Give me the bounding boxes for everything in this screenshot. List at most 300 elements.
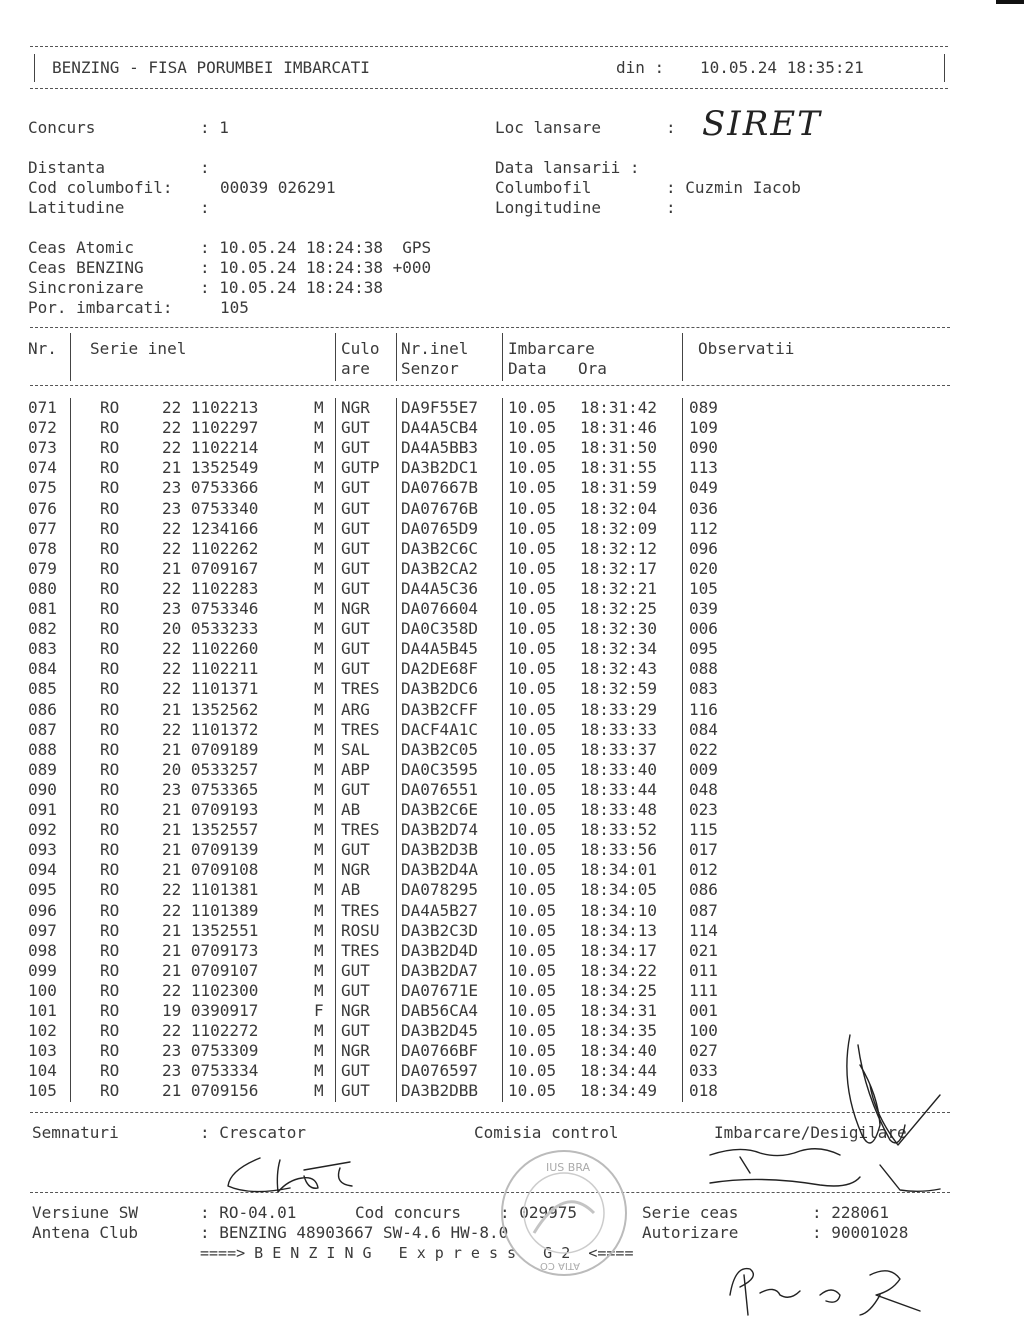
cell-country: RO: [100, 578, 120, 598]
cell-country: RO: [100, 478, 120, 498]
cell-country: RO: [100, 820, 120, 840]
cell-ora: 18:32:21: [580, 578, 658, 598]
cell-serie-inel: 22 1101389: [162, 900, 259, 920]
autorizare-value: : 90001028: [812, 1223, 909, 1242]
versiune-sw-value: : RO-04.01: [200, 1203, 297, 1222]
cell-data: 10.05: [508, 880, 557, 900]
cell-nr: 085: [28, 679, 57, 699]
cell-sex: M: [314, 1021, 324, 1041]
concurs-label: Concurs: [28, 118, 96, 137]
distanta-value: :: [200, 158, 210, 177]
cell-data: 10.05: [508, 759, 557, 779]
cell-ora: 18:32:59: [580, 679, 658, 699]
cell-nr-inel-senzor: DA0765D9: [401, 518, 479, 538]
cell-ora: 18:34:35: [580, 1021, 658, 1041]
cod-columbofil-value: 00039 026291: [220, 178, 336, 197]
cell-culoare: ABP: [341, 759, 370, 779]
latitudine-value: :: [200, 198, 210, 217]
cell-sex: M: [314, 920, 324, 940]
cell-ora: 18:34:22: [580, 960, 658, 980]
cell-sex: M: [314, 478, 324, 498]
cell-observatii: 100: [689, 1021, 718, 1041]
cell-nr-inel-senzor: DA3B2CFF: [401, 699, 479, 719]
cell-sex: M: [314, 699, 324, 719]
cell-data: 10.05: [508, 699, 557, 719]
cell-nr: 094: [28, 860, 57, 880]
cell-serie-inel: 22 1102213: [162, 398, 259, 417]
cell-observatii: 114: [689, 920, 718, 940]
cell-sex: M: [314, 418, 324, 438]
cell-sex: M: [314, 498, 324, 518]
cell-nr: 087: [28, 719, 57, 739]
cell-country: RO: [100, 438, 120, 458]
cell-ora: 18:34:44: [580, 1061, 658, 1081]
cell-country: RO: [100, 619, 120, 639]
cell-culoare: GUT: [341, 578, 370, 598]
cell-serie-inel: 20 0533257: [162, 759, 259, 779]
cell-observatii: 039: [689, 599, 718, 618]
cell-serie-inel: 22 1102300: [162, 980, 259, 1000]
cell-culoare: GUT: [341, 980, 370, 1000]
cell-nr-inel-senzor: DA3B2D74: [401, 820, 479, 840]
cell-observatii: 112: [689, 518, 718, 538]
table-row: [0, 700, 1024, 720]
cell-ora: 18:33:37: [580, 739, 658, 759]
cell-nr: 098: [28, 940, 57, 960]
col-header-nr-inel-2: Senzor: [401, 359, 459, 378]
cell-ora: 18:33:56: [580, 840, 658, 860]
cell-culoare: GUT: [341, 960, 370, 980]
cell-culoare: GUT: [341, 478, 370, 498]
cell-data: 10.05: [508, 980, 557, 1000]
cell-ora: 18:32:12: [580, 538, 658, 558]
table-row: [0, 961, 1024, 981]
cell-country: RO: [100, 920, 120, 940]
cell-nr: 105: [28, 1081, 57, 1101]
cell-nr: 093: [28, 840, 57, 860]
cell-sex: M: [314, 880, 324, 900]
cell-country: RO: [100, 719, 120, 739]
cell-nr-inel-senzor: DA0766BF: [401, 1041, 479, 1061]
cell-data: 10.05: [508, 478, 557, 498]
cell-serie-inel: 23 0753365: [162, 779, 259, 799]
document-title: BENZING - FISA PORUMBEI IMBARCATI: [52, 58, 370, 77]
table-row: [0, 539, 1024, 559]
cell-nr-inel-senzor: DA3B2D45: [401, 1021, 479, 1041]
cell-sex: M: [314, 800, 324, 819]
cell-observatii: 113: [689, 458, 718, 478]
cell-data: 10.05: [508, 398, 557, 417]
cell-data: 10.05: [508, 458, 557, 478]
cell-ora: 18:34:05: [580, 880, 658, 900]
cell-sex: M: [314, 398, 324, 417]
cell-nr-inel-senzor: DA9F55E7: [401, 398, 479, 417]
cell-data: 10.05: [508, 639, 557, 659]
cell-data: 10.05: [508, 719, 557, 739]
cell-nr-inel-senzor: DA3B2D4D: [401, 940, 479, 960]
cell-observatii: 083: [689, 679, 718, 699]
cell-sex: M: [314, 860, 324, 880]
cell-culoare: GUT: [341, 518, 370, 538]
cell-observatii: 109: [689, 418, 718, 438]
cell-nr-inel-senzor: DA3B2DBB: [401, 1081, 479, 1101]
cell-sex: M: [314, 438, 324, 458]
cell-data: 10.05: [508, 518, 557, 538]
cell-nr-inel-senzor: DA07667B: [401, 478, 479, 498]
cell-country: RO: [100, 699, 120, 719]
cell-nr: 073: [28, 438, 57, 458]
cell-sex: M: [314, 538, 324, 558]
cell-serie-inel: 22 1102272: [162, 1021, 259, 1041]
cell-culoare: AB: [341, 880, 361, 900]
semnaturi-label: Semnaturi: [32, 1123, 119, 1142]
cell-country: RO: [100, 860, 120, 880]
cell-nr: 103: [28, 1041, 57, 1061]
cell-culoare: GUT: [341, 438, 370, 458]
col-sep-1-head: [70, 333, 71, 381]
col-header-culoare-1: Culo: [341, 339, 380, 358]
cell-nr-inel-senzor: DA3B2D4A: [401, 860, 479, 880]
cell-data: 10.05: [508, 619, 557, 639]
cod-columbofil-label: Cod columbofil:: [28, 178, 173, 197]
cell-observatii: 036: [689, 498, 718, 518]
cell-nr: 089: [28, 759, 57, 779]
cell-sex: M: [314, 980, 324, 1000]
autorizare-label: Autorizare: [642, 1223, 739, 1242]
cell-observatii: 084: [689, 719, 718, 739]
longitudine-label: Longitudine: [495, 198, 601, 217]
cell-data: 10.05: [508, 1081, 557, 1101]
cell-nr-inel-senzor: DA3B2DC6: [401, 679, 479, 699]
cell-sex: M: [314, 940, 324, 960]
table-row: [0, 981, 1024, 1001]
header-bottom-border: [30, 88, 948, 89]
cell-nr-inel-senzor: DA3B2C6E: [401, 800, 479, 819]
cell-observatii: 086: [689, 880, 718, 900]
table-row: [0, 820, 1024, 840]
cell-country: RO: [100, 759, 120, 779]
versiune-sw-label: Versiune SW: [32, 1203, 138, 1222]
cell-serie-inel: 23 0753309: [162, 1041, 259, 1061]
cell-serie-inel: 21 0709193: [162, 800, 259, 819]
cell-nr-inel-senzor: DA3B2C6C: [401, 538, 479, 558]
cell-ora: 18:33:40: [580, 759, 658, 779]
header-top-border: [30, 46, 948, 47]
ceas-atomic-value: : 10.05.24 18:24:38 GPS: [200, 238, 432, 257]
cell-ora: 18:32:34: [580, 639, 658, 659]
cell-serie-inel: 22 1101381: [162, 880, 259, 900]
table-row: [0, 740, 1024, 760]
cell-nr: 101: [28, 1001, 57, 1020]
table-row: [0, 780, 1024, 800]
club-stamp: [494, 1143, 634, 1283]
cod-concurs-label: Cod concurs: [355, 1203, 461, 1222]
cell-country: RO: [100, 1001, 120, 1020]
cell-observatii: 017: [689, 840, 718, 860]
cell-data: 10.05: [508, 1041, 557, 1061]
porumbei-imbarcati-label: Por. imbarcati:: [28, 298, 173, 317]
cell-nr: 090: [28, 779, 57, 799]
serie-ceas-label: Serie ceas: [642, 1203, 739, 1222]
cell-sex: M: [314, 518, 324, 538]
print-date-value: 10.05.24 18:35:21: [700, 58, 864, 77]
cell-culoare: GUT: [341, 779, 370, 799]
cell-nr-inel-senzor: DA3B2DA7: [401, 960, 479, 980]
cell-nr-inel-senzor: DA076604: [401, 599, 479, 618]
cell-sex: M: [314, 619, 324, 639]
cell-data: 10.05: [508, 438, 557, 458]
col-header-ora: Ora: [578, 359, 607, 378]
ceas-atomic-label: Ceas Atomic: [28, 238, 134, 257]
cell-sex: M: [314, 639, 324, 659]
cell-data: 10.05: [508, 820, 557, 840]
cell-sex: M: [314, 840, 324, 860]
cell-serie-inel: 23 0753346: [162, 599, 259, 618]
sincronizare-label: Sincronizare: [28, 278, 144, 297]
cell-data: 10.05: [508, 920, 557, 940]
cell-culoare: TRES: [341, 820, 380, 840]
cell-observatii: 021: [689, 940, 718, 960]
cell-country: RO: [100, 1041, 120, 1061]
col-sep-2-head: [335, 333, 336, 381]
cell-nr-inel-senzor: DA076597: [401, 1061, 479, 1081]
cell-sex: M: [314, 659, 324, 679]
cell-ora: 18:33:48: [580, 800, 658, 819]
distanta-label: Distanta: [28, 158, 106, 177]
cell-observatii: 022: [689, 739, 718, 759]
cell-nr: 084: [28, 659, 57, 679]
data-lansarii-label: Data lansarii :: [495, 158, 640, 177]
cell-data: 10.05: [508, 860, 557, 880]
cell-ora: 18:34:10: [580, 900, 658, 920]
cell-culoare: AB: [341, 800, 361, 819]
comisia-control-label: Comisia control: [474, 1123, 619, 1142]
cell-country: RO: [100, 980, 120, 1000]
table-row: [0, 639, 1024, 659]
cell-culoare: SAL: [341, 739, 370, 759]
loc-lansare-colon: :: [666, 118, 676, 137]
cell-culoare: GUT: [341, 418, 370, 438]
cell-observatii: 096: [689, 538, 718, 558]
cell-data: 10.05: [508, 1021, 557, 1041]
cell-ora: 18:33:52: [580, 820, 658, 840]
cell-data: 10.05: [508, 538, 557, 558]
table-row: [0, 559, 1024, 579]
cell-culoare: GUT: [341, 840, 370, 860]
cell-nr-inel-senzor: DA3B2D3B: [401, 840, 479, 860]
cell-observatii: 011: [689, 960, 718, 980]
table-row: [0, 599, 1024, 619]
cell-observatii: 115: [689, 820, 718, 840]
cell-serie-inel: 23 0753366: [162, 478, 259, 498]
cell-country: RO: [100, 900, 120, 920]
cell-serie-inel: 21 0709108: [162, 860, 259, 880]
scan-edge-mark: [996, 0, 1024, 4]
cell-nr-inel-senzor: DA4A5B27: [401, 900, 479, 920]
cell-data: 10.05: [508, 498, 557, 518]
cell-nr: 095: [28, 880, 57, 900]
cell-country: RO: [100, 800, 120, 819]
cell-culoare: TRES: [341, 940, 380, 960]
cell-observatii: 006: [689, 619, 718, 639]
serie-ceas-value: : 228061: [812, 1203, 890, 1222]
cell-ora: 18:34:31: [580, 1001, 658, 1020]
cell-nr-inel-senzor: DAB56CA4: [401, 1001, 479, 1020]
cell-culoare: GUT: [341, 558, 370, 578]
table-row: [0, 941, 1024, 961]
cell-nr: 100: [28, 980, 57, 1000]
cell-serie-inel: 21 0709156: [162, 1081, 259, 1101]
col-header-serie-inel: Serie inel: [90, 339, 187, 358]
cell-data: 10.05: [508, 739, 557, 759]
cell-serie-inel: 21 0709173: [162, 940, 259, 960]
cell-nr-inel-senzor: DA4A5BB3: [401, 438, 479, 458]
cell-nr: 088: [28, 739, 57, 759]
cell-culoare: GUT: [341, 1081, 370, 1101]
cell-serie-inel: 23 0753340: [162, 498, 259, 518]
cell-nr: 086: [28, 699, 57, 719]
col-header-culoare-2: are: [341, 359, 370, 378]
cell-serie-inel: 21 1352557: [162, 820, 259, 840]
cell-serie-inel: 21 0709139: [162, 840, 259, 860]
table-row: [0, 478, 1024, 498]
cell-serie-inel: 21 1352551: [162, 920, 259, 940]
cell-observatii: 048: [689, 779, 718, 799]
cell-nr: 077: [28, 518, 57, 538]
cell-data: 10.05: [508, 679, 557, 699]
cell-serie-inel: 22 1102214: [162, 438, 259, 458]
loc-lansare-handwritten: SIRET: [702, 104, 822, 144]
cell-data: 10.05: [508, 1061, 557, 1081]
col-header-nr-inel-1: Nr.inel: [401, 339, 469, 358]
cell-country: RO: [100, 558, 120, 578]
table-row: [0, 901, 1024, 921]
cell-culoare: TRES: [341, 719, 380, 739]
cell-culoare: GUT: [341, 619, 370, 639]
table-row: [0, 499, 1024, 519]
cell-serie-inel: 22 1101372: [162, 719, 259, 739]
cell-culoare: TRES: [341, 679, 380, 699]
cell-serie-inel: 22 1234166: [162, 518, 259, 538]
cell-country: RO: [100, 880, 120, 900]
cell-sex: M: [314, 1041, 324, 1061]
cell-ora: 18:34:01: [580, 860, 658, 880]
concurs-value: : 1: [200, 118, 229, 137]
table-row: [0, 679, 1024, 699]
cell-country: RO: [100, 1021, 120, 1041]
cell-nr: 092: [28, 820, 57, 840]
cell-nr: 080: [28, 578, 57, 598]
cell-nr-inel-senzor: DA0C3595: [401, 759, 479, 779]
cell-observatii: 001: [689, 1001, 718, 1020]
cell-ora: 18:32:43: [580, 659, 658, 679]
table-row: [0, 840, 1024, 860]
cell-serie-inel: 21 0709107: [162, 960, 259, 980]
cell-data: 10.05: [508, 1001, 557, 1020]
col-sep-4-head: [502, 333, 503, 381]
cell-observatii: 049: [689, 478, 718, 498]
cell-culoare: GUT: [341, 1061, 370, 1081]
cell-data: 10.05: [508, 960, 557, 980]
cell-observatii: 089: [689, 398, 718, 417]
cell-sex: M: [314, 458, 324, 478]
cell-serie-inel: 21 0709189: [162, 739, 259, 759]
cell-ora: 18:32:30: [580, 619, 658, 639]
cell-nr: 104: [28, 1061, 57, 1081]
cell-nr-inel-senzor: DA4A5B45: [401, 639, 479, 659]
cell-observatii: 012: [689, 860, 718, 880]
table-row: [0, 619, 1024, 639]
cell-ora: 18:33:29: [580, 699, 658, 719]
cell-data: 10.05: [508, 840, 557, 860]
cell-nr: 075: [28, 478, 57, 498]
cell-nr-inel-senzor: DACF4A1C: [401, 719, 479, 739]
cell-country: RO: [100, 498, 120, 518]
cell-serie-inel: 22 1102297: [162, 418, 259, 438]
cell-sex: M: [314, 900, 324, 920]
cell-observatii: 111: [689, 980, 718, 1000]
cell-serie-inel: 22 1102260: [162, 639, 259, 659]
cell-sex: M: [314, 719, 324, 739]
table-header-bottom-border: [30, 385, 950, 386]
cell-ora: 18:31:42: [580, 398, 658, 417]
col-header-nr: Nr.: [28, 339, 57, 358]
porumbei-imbarcati-value: 105: [220, 298, 249, 317]
cell-sex: M: [314, 820, 324, 840]
cell-sex: F: [314, 1001, 324, 1020]
cell-nr-inel-senzor: DA07671E: [401, 980, 479, 1000]
antena-club-value: : BENZING 48903667 SW-4.6 HW-8.0: [200, 1223, 509, 1242]
cell-nr: 102: [28, 1021, 57, 1041]
cell-ora: 18:31:59: [580, 478, 658, 498]
cell-country: RO: [100, 599, 120, 618]
cell-nr: 082: [28, 619, 57, 639]
cell-nr-inel-senzor: DA0C358D: [401, 619, 479, 639]
cell-nr: 081: [28, 599, 57, 618]
cell-ora: 18:34:49: [580, 1081, 658, 1101]
cell-country: RO: [100, 739, 120, 759]
cell-observatii: 033: [689, 1061, 718, 1081]
cell-nr: 074: [28, 458, 57, 478]
cell-data: 10.05: [508, 599, 557, 618]
cell-observatii: 105: [689, 578, 718, 598]
cell-nr: 097: [28, 920, 57, 940]
table-row: [0, 921, 1024, 941]
cell-nr-inel-senzor: DA4A5CB4: [401, 418, 479, 438]
cell-culoare: NGR: [341, 860, 370, 880]
cell-country: RO: [100, 960, 120, 980]
commission-signature: [700, 1025, 950, 1205]
cell-country: RO: [100, 418, 120, 438]
cell-sex: M: [314, 779, 324, 799]
cell-culoare: NGR: [341, 398, 370, 417]
cell-observatii: 090: [689, 438, 718, 458]
cod-concurs-value: : 029975: [500, 1203, 578, 1222]
cell-sex: M: [314, 558, 324, 578]
cell-ora: 18:31:50: [580, 438, 658, 458]
cell-serie-inel: 21 0709167: [162, 558, 259, 578]
table-row: [0, 800, 1024, 820]
cell-serie-inel: 22 1102283: [162, 578, 259, 598]
cell-ora: 18:33:33: [580, 719, 658, 739]
cell-country: RO: [100, 458, 120, 478]
cell-data: 10.05: [508, 659, 557, 679]
cell-observatii: 023: [689, 800, 718, 819]
cell-ora: 18:31:55: [580, 458, 658, 478]
cell-observatii: 088: [689, 659, 718, 679]
header-right-border: [944, 54, 945, 82]
cell-culoare: GUTP: [341, 458, 380, 478]
